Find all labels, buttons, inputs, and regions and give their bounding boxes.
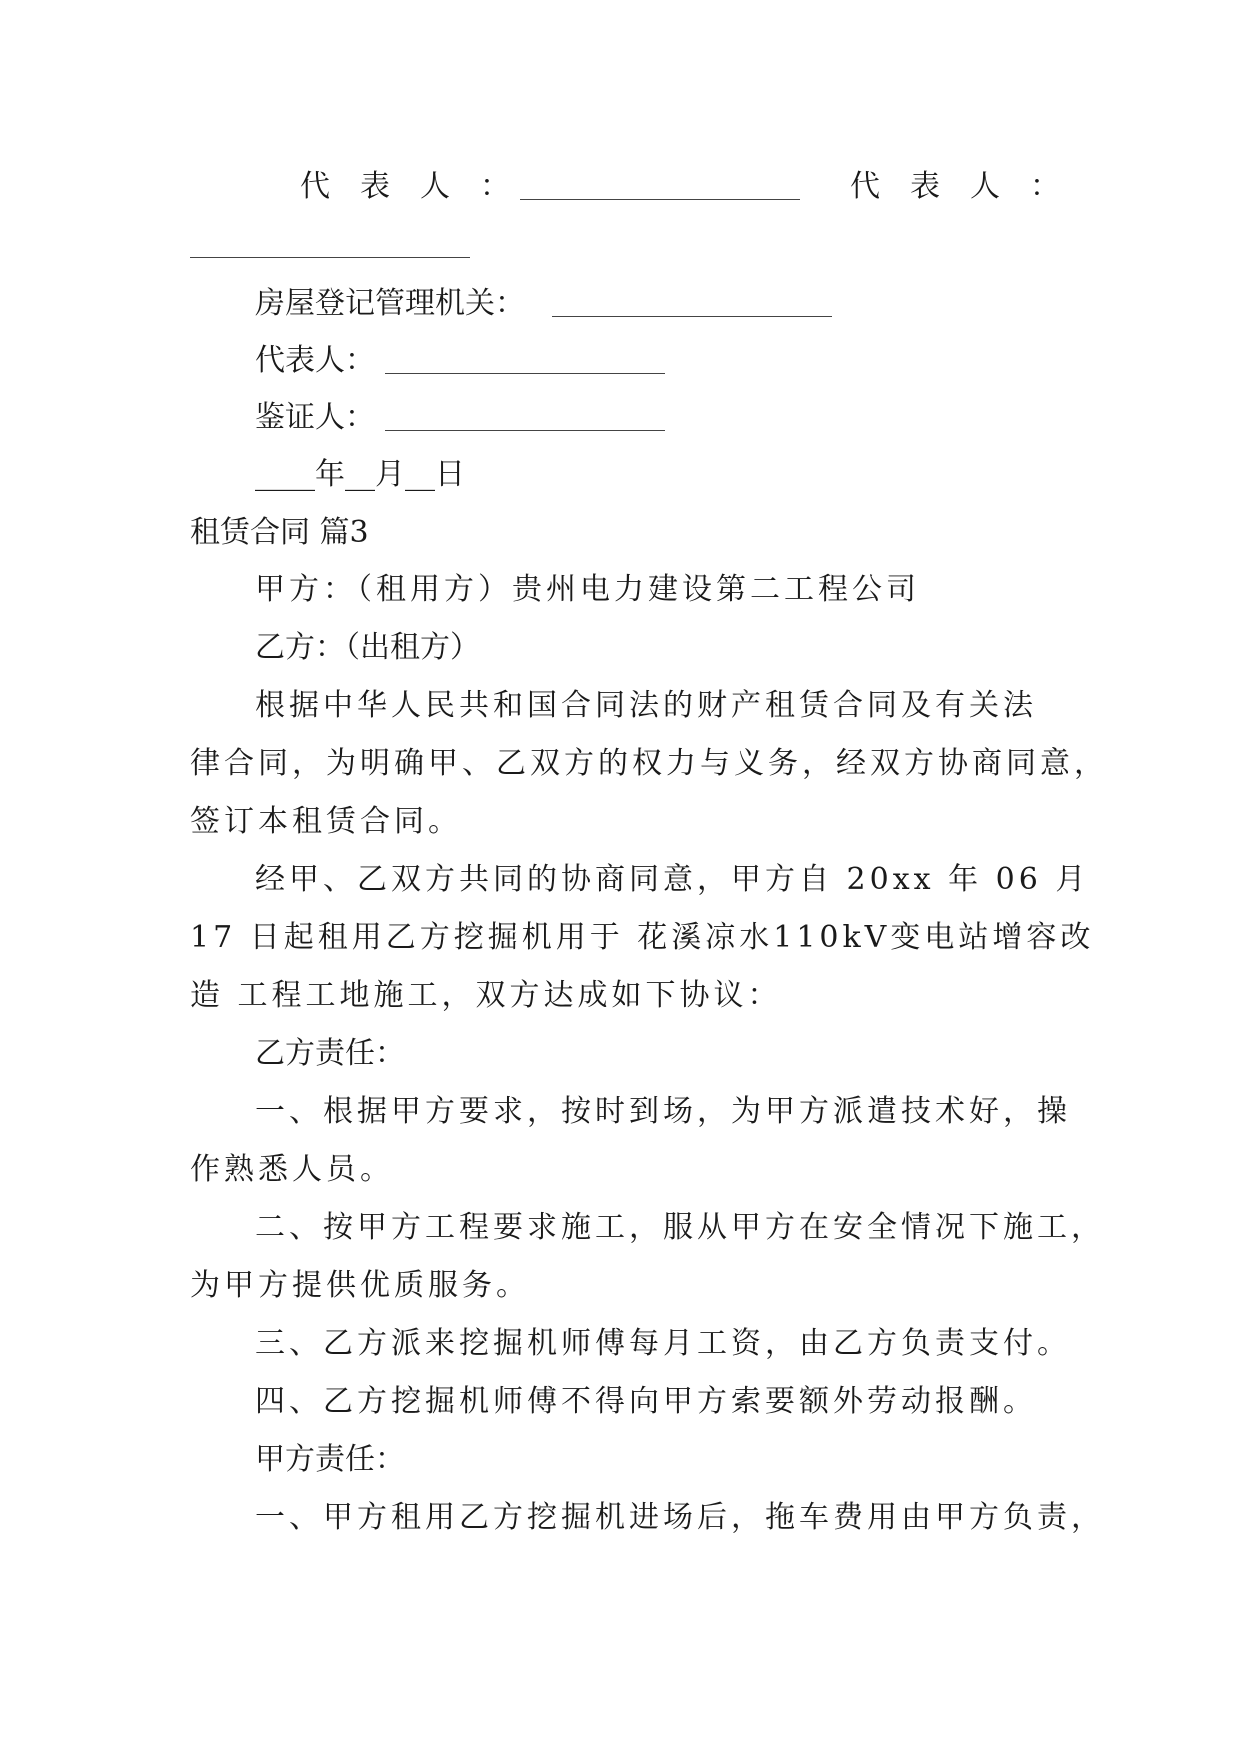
basis-paragraph-line-3: 签订本租赁合同。: [190, 804, 462, 839]
representative-label-1: 代表人：: [300, 169, 540, 204]
representative-blank-1: [520, 199, 800, 200]
section-heading: 租赁合同 篇3: [190, 515, 369, 550]
party-b-duty-1-line-2: 作熟悉人员。: [190, 1152, 394, 1187]
registry-authority-label: 房屋登记管理机关：: [255, 286, 525, 321]
party-b-duty-3: 三、乙方派来挖掘机师傅每月工资，由乙方负责支付。: [255, 1326, 1071, 1361]
party-b-line: 乙方：（出租方）: [255, 630, 480, 665]
representative-label-2: 代表人：: [850, 169, 1090, 204]
basis-paragraph-line-2: 律合同，为明确甲、乙双方的权力与义务，经双方协商同意，: [190, 746, 1108, 781]
agreement-paragraph-line-2: 17 日起租用乙方挖掘机用于 花溪凉水110kV变电站增容改: [190, 920, 1095, 955]
party-a-duties-heading: 甲方责任：: [255, 1442, 405, 1477]
party-a-duty-1-line-1: 一、甲方租用乙方挖掘机进场后，拖车费用由甲方负责，: [255, 1500, 1105, 1535]
representative-blank-2: [190, 257, 470, 258]
party-b-duty-4: 四、乙方挖掘机师傅不得向甲方索要额外劳动报酬。: [255, 1384, 1037, 1419]
agreement-paragraph-line-3: 造 工程工地施工，双方达成如下协议：: [190, 978, 782, 1013]
witness-label: 鉴证人：: [255, 400, 375, 435]
basis-paragraph-line-1: 根据中华人民共和国合同法的财产租赁合同及有关法: [255, 688, 1037, 723]
party-b-duties-heading: 乙方责任：: [255, 1036, 405, 1071]
registry-representative-blank: [385, 373, 665, 374]
party-b-duty-2-line-1: 二、按甲方工程要求施工，服从甲方在安全情况下施工，: [255, 1210, 1105, 1245]
party-a-line: 甲方：（租用方）贵州电力建设第二工程公司: [255, 572, 920, 607]
agreement-paragraph-line-1: 经甲、乙双方共同的协商同意，甲方自 20xx 年 06 月: [255, 862, 1090, 897]
registry-authority-blank: [552, 316, 832, 317]
party-b-duty-2-line-2: 为甲方提供优质服务。: [190, 1268, 530, 1303]
registry-representative-label: 代表人：: [255, 343, 375, 378]
party-b-duty-1-line-1: 一、根据甲方要求，按时到场，为甲方派遣技术好，操: [255, 1094, 1071, 1129]
signing-date-line: ____年__月__日: [255, 457, 465, 492]
witness-blank: [385, 430, 665, 431]
